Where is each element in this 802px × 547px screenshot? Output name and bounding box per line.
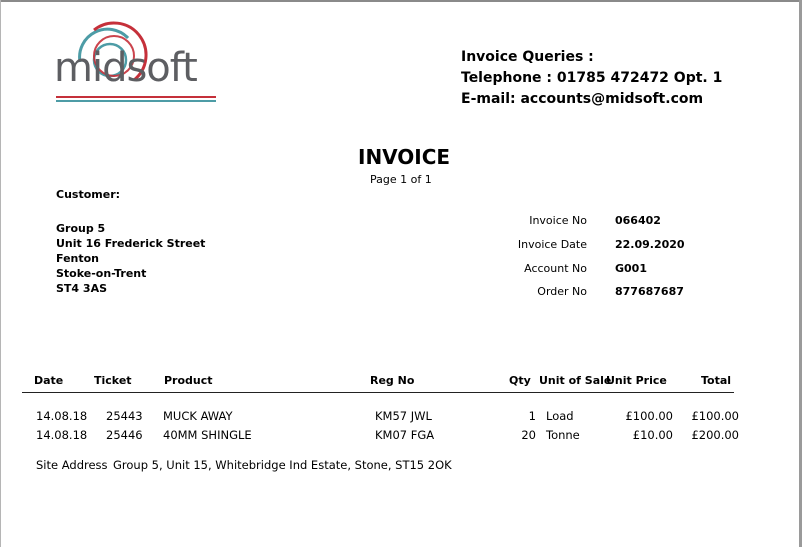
- account-no-value: G001: [615, 262, 647, 275]
- customer-line: Group 5: [56, 222, 106, 235]
- cell-date: 14.08.18: [36, 409, 88, 423]
- queries-email: E-mail: accounts@midsoft.com: [461, 91, 704, 107]
- customer-label: Customer:: [56, 188, 121, 201]
- cell-unit-of-sale: Tonne: [546, 428, 580, 442]
- cell-product: 40MM SHINGLE: [163, 428, 252, 442]
- account-no-label: Account No: [524, 262, 587, 275]
- col-header-unit-price: Unit Price: [606, 374, 667, 387]
- cell-unit-price: £100.00: [625, 409, 673, 423]
- window-left-border: [0, 0, 1, 547]
- header-divider: [22, 392, 734, 393]
- cell-qty: 1: [528, 409, 536, 423]
- site-address-value: Group 5, Unit 15, Whitebridge Ind Estate, Stone, ST15 2OK: [113, 458, 452, 472]
- col-header-ticket: Ticket: [94, 374, 132, 387]
- cell-total: £200.00: [691, 428, 739, 442]
- cell-date: 14.08.18: [36, 428, 88, 442]
- logo-wordmark: midsoft: [54, 45, 197, 91]
- col-header-total: Total: [701, 374, 732, 387]
- logo-underline-red: [56, 96, 216, 98]
- logo-underline-teal: [56, 100, 216, 102]
- col-header-product: Product: [164, 374, 213, 387]
- order-no-label: Order No: [537, 285, 587, 298]
- cell-ticket: 25443: [106, 409, 143, 423]
- cell-ticket: 25446: [106, 428, 143, 442]
- cell-total: £100.00: [691, 409, 739, 423]
- queries-telephone: Telephone : 01785 472472 Opt. 1: [461, 70, 723, 86]
- window-top-border: [0, 0, 802, 2]
- customer-line: Unit 16 Frederick Street: [56, 237, 206, 250]
- invoice-no-value: 066402: [615, 214, 661, 227]
- invoice-date-label: Invoice Date: [517, 238, 587, 251]
- col-header-reg-no: Reg No: [370, 374, 415, 387]
- col-header-unit-of-sale: Unit of Sale: [539, 374, 612, 387]
- customer-line: ST4 3AS: [56, 282, 107, 295]
- col-header-qty: Qty: [509, 374, 531, 387]
- customer-line: Stoke-on-Trent: [56, 267, 147, 280]
- customer-line: Fenton: [56, 252, 100, 265]
- queries-title: Invoice Queries :: [461, 49, 594, 65]
- cell-unit-of-sale: Load: [546, 409, 574, 423]
- site-address-label: Site Address: [36, 458, 108, 472]
- cell-unit-price: £10.00: [632, 428, 673, 442]
- company-logo: [54, 20, 220, 104]
- cell-product: MUCK AWAY: [163, 409, 233, 423]
- page-indicator: Page 1 of 1: [370, 173, 432, 186]
- cell-reg-no: KM57 JWL: [375, 409, 432, 423]
- cell-reg-no: KM07 FGA: [375, 428, 435, 442]
- invoice-no-label: Invoice No: [529, 214, 587, 227]
- cell-qty: 20: [521, 428, 536, 442]
- col-header-date: Date: [34, 374, 64, 387]
- invoice-title: INVOICE: [358, 145, 451, 169]
- order-no-value: 877687687: [615, 285, 684, 298]
- invoice-date-value: 22.09.2020: [615, 238, 685, 251]
